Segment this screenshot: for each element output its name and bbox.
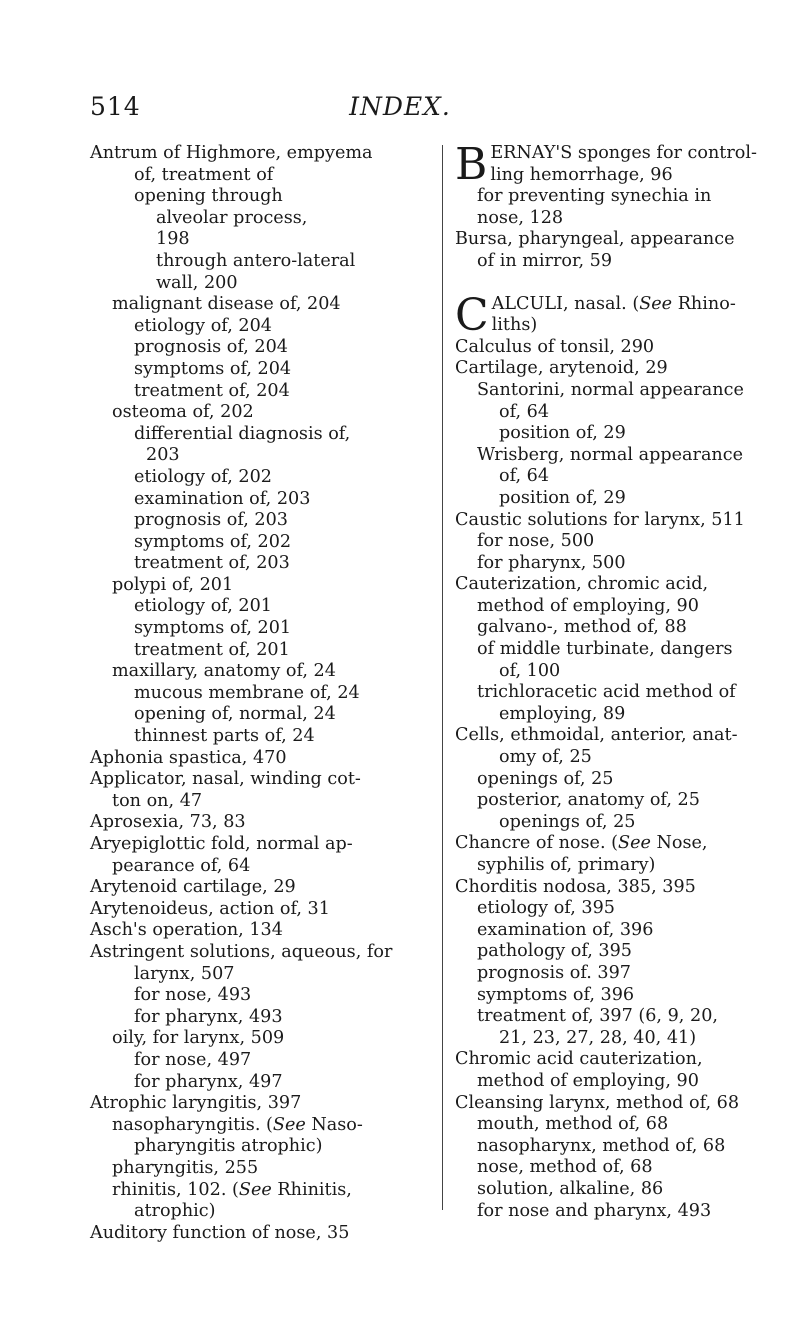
index-entry: Aprosexia, 73, 83 xyxy=(90,812,246,833)
index-entry: Atrophic laryngitis, 397 xyxy=(90,1093,302,1114)
index-entry: solution, alkaline, 86 xyxy=(477,1178,664,1199)
index-entry: Wrisberg, normal appearance xyxy=(477,444,744,465)
index-entry: Auditory function of nose, 35 xyxy=(90,1222,350,1243)
index-entry: ERNAY'S sponges for control- xyxy=(490,143,757,163)
index-entry: Bursa, pharyngeal, appearance xyxy=(455,229,735,250)
page-number: 514 xyxy=(90,92,141,121)
index-entry: 21, 23, 27, 28, 40, 41) xyxy=(499,1027,697,1048)
index-entry: omy of, 25 xyxy=(499,747,592,768)
index-entry: syphilis of, primary) xyxy=(477,855,656,875)
index-entry: malignant disease of, 204 xyxy=(112,294,341,315)
index-entry: for nose, 497 xyxy=(134,1049,252,1070)
index-entry: Caustic solutions for larynx, 511 xyxy=(455,509,745,530)
page-header xyxy=(0,92,800,132)
index-entry: wall, 200 xyxy=(156,272,238,293)
index-entry: of, 64 xyxy=(499,466,550,487)
index-entry: of, 64 xyxy=(499,401,550,422)
index-entry: Cells, ethmoidal, anterior, anat- xyxy=(455,725,738,746)
index-entry: method of employing, 90 xyxy=(477,1070,699,1091)
index-entry: oily, for larynx, 509 xyxy=(112,1028,285,1049)
index-entry: for nose, 500 xyxy=(477,531,595,552)
index-entry: ALCULI, nasal. (See Rhino- xyxy=(491,293,736,314)
index-entry: Santorini, normal appearance xyxy=(477,379,744,400)
dropcap-b: B xyxy=(455,143,488,187)
index-entry: Arytenoid cartilage, 29 xyxy=(90,877,296,898)
index-entry: rhinitis, 102. (See Rhinitis, xyxy=(112,1179,352,1200)
index-entry: pearance of, 64 xyxy=(112,855,251,876)
index-entry: prognosis of, 203 xyxy=(134,510,288,531)
index-entry: through antero-lateral xyxy=(156,250,356,271)
index-entry: symptoms of, 202 xyxy=(134,531,292,552)
index-entry: prognosis of, 204 xyxy=(134,337,288,358)
index-entry: treatment of, 203 xyxy=(134,553,290,574)
index-entry: Asch's operation, 134 xyxy=(90,920,283,941)
section-b xyxy=(455,143,800,186)
index-entry: Cartilage, arytenoid, 29 xyxy=(455,358,668,379)
index-entry: osteoma of, 202 xyxy=(112,402,254,423)
running-title: INDEX. xyxy=(349,92,451,121)
section-gap xyxy=(455,273,800,294)
index-entry: openings of, 25 xyxy=(477,768,614,789)
index-entry: Astringent solutions, aqueous, for xyxy=(90,941,393,962)
index-entry: trichloracetic acid method of xyxy=(477,682,736,703)
index-entry: for preventing synechia in xyxy=(477,186,712,207)
index-entry: Calculus of tonsil, 290 xyxy=(455,336,655,357)
index-entry: differential diagnosis of, xyxy=(134,423,351,444)
index-entry: for nose and pharynx, 493 xyxy=(477,1200,712,1221)
index-entry: openings of, 25 xyxy=(499,811,636,832)
section-c xyxy=(455,294,800,337)
index-entry: for pharynx, 493 xyxy=(134,1006,283,1027)
index-entry: Chromic acid cauterization, xyxy=(455,1049,703,1070)
index-entry: pharyngitis atrophic) xyxy=(134,1136,323,1157)
index-entry: mucous membrane of, 24 xyxy=(134,682,360,703)
index-entry: posterior, anatomy of, 25 xyxy=(477,790,700,811)
index-entry: Arytenoideus, action of, 31 xyxy=(90,898,330,919)
index-entry: symptoms of, 204 xyxy=(134,358,292,379)
index-entry: for pharynx, 500 xyxy=(477,552,626,573)
index-entry: 198 xyxy=(156,229,190,250)
index-entry: Cleansing larynx, method of, 68 xyxy=(455,1092,740,1113)
column-divider xyxy=(442,145,443,1210)
index-entry: nose, 128 xyxy=(477,207,564,228)
index-entry: maxillary, anatomy of, 24 xyxy=(112,661,336,682)
index-entry: ling hemorrhage, 96 xyxy=(490,164,673,185)
index-entry: etiology of, 395 xyxy=(477,898,615,919)
index-entry: Antrum of Highmore, empyema xyxy=(90,143,373,163)
index-entry: ton on, 47 xyxy=(112,790,203,811)
index-entry: polypi of, 201 xyxy=(112,574,234,595)
index-entry: Chorditis nodosa, 385, 395 xyxy=(455,876,696,897)
index-entry: Applicator, nasal, winding cot- xyxy=(90,769,361,790)
index-entry: atrophic) xyxy=(134,1201,216,1222)
index-entry: of, 100 xyxy=(499,660,561,681)
index-entry: of middle turbinate, dangers xyxy=(477,639,733,660)
index-entry: treatment of, 397 (6, 9, 20, xyxy=(477,1006,718,1027)
index-entry: of, treatment of xyxy=(134,164,274,185)
index-column-left xyxy=(90,143,432,1244)
index-entry: opening through xyxy=(134,186,283,207)
index-entry: etiology of, 202 xyxy=(134,466,272,487)
index-entry: etiology of, 201 xyxy=(134,596,272,617)
index-entry: symptoms of, 201 xyxy=(134,618,292,639)
index-entry: symptoms of, 396 xyxy=(477,984,635,1005)
index-column-right xyxy=(455,143,800,1222)
index-entry: for nose, 493 xyxy=(134,985,252,1006)
index-entry: method of employing, 90 xyxy=(477,595,699,616)
index-entry: alveolar process, xyxy=(156,207,308,228)
index-entry: thinnest parts of, 24 xyxy=(134,726,315,747)
index-entry: employing, 89 xyxy=(499,703,626,724)
index-entry: pharyngitis, 255 xyxy=(112,1157,259,1178)
index-entry: liths) xyxy=(491,315,538,336)
index-entry: pathology of, 395 xyxy=(477,941,633,962)
index-entry: Aryepiglottic fold, normal ap- xyxy=(90,834,353,854)
index-entry: opening of, normal, 24 xyxy=(134,704,336,725)
index-entry: Cauterization, chromic acid, xyxy=(455,574,709,595)
index-entry: 203 xyxy=(146,445,180,466)
index-entry: mouth, method of, 68 xyxy=(477,1114,669,1135)
index-entry: examination of, 203 xyxy=(134,488,311,509)
index-entry: prognosis of. 397 xyxy=(477,962,631,983)
index-entry: nasopharyngitis. (See Naso- xyxy=(112,1114,363,1135)
index-entry: galvano-, method of, 88 xyxy=(477,617,687,638)
index-entry: position of, 29 xyxy=(499,423,626,444)
index-entry: treatment of, 201 xyxy=(134,639,290,660)
index-entry: etiology of, 204 xyxy=(134,315,272,336)
index-entry: for pharynx, 497 xyxy=(134,1071,283,1092)
index-entry: position of, 29 xyxy=(499,487,626,508)
index-entry: Chancre of nose. (See Nose, xyxy=(455,833,708,854)
index-entry: examination of, 396 xyxy=(477,919,654,940)
index-entry: treatment of, 204 xyxy=(134,380,290,401)
index-entry: of in mirror, 59 xyxy=(477,250,613,271)
index-entry: nasopharynx, method of, 68 xyxy=(477,1135,726,1156)
index-entry: Aphonia spastica, 470 xyxy=(90,747,287,768)
index-entry: larynx, 507 xyxy=(134,963,235,984)
dropcap-c: C xyxy=(455,293,489,337)
index-entry: nose, method of, 68 xyxy=(477,1157,653,1178)
